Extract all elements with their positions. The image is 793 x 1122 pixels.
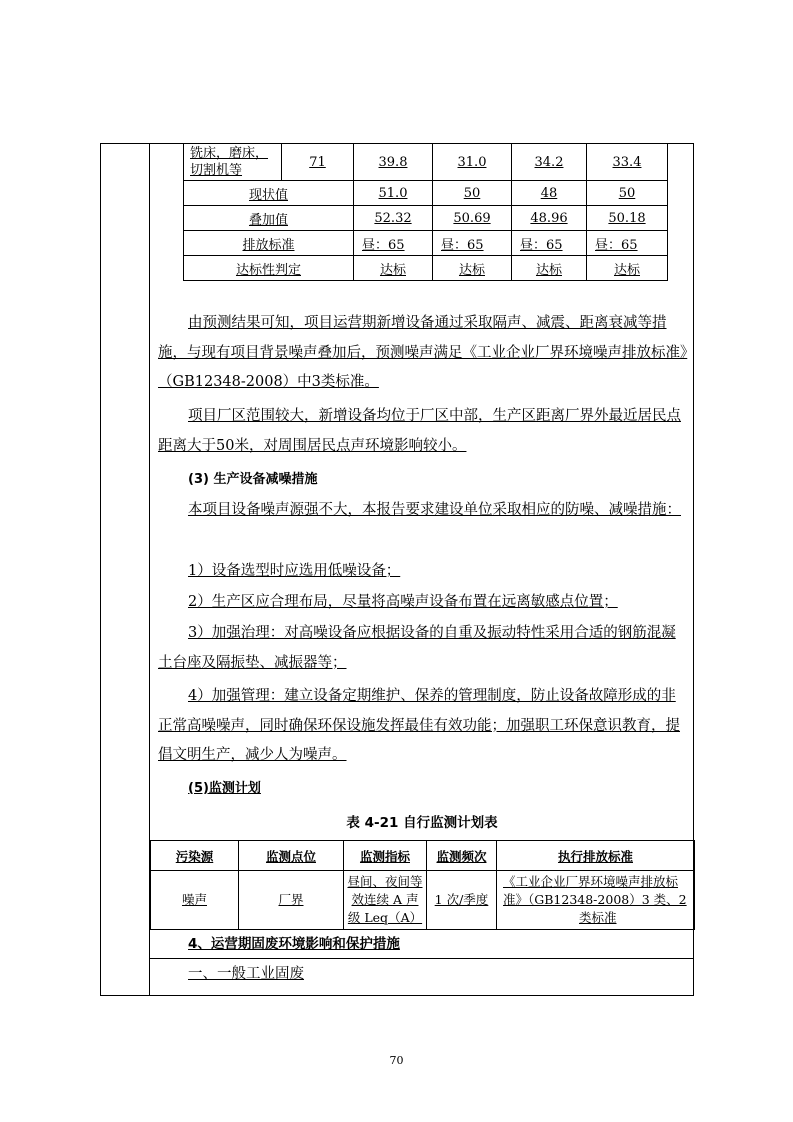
point-4-cell: 50.18	[587, 206, 668, 231]
header-source: 污染源	[151, 841, 239, 871]
monitoring-plan-table	[150, 840, 695, 930]
point-1-cell: 昼：65	[354, 231, 433, 256]
header-location: 监测点位	[239, 841, 344, 871]
noise-prediction-table	[183, 143, 668, 281]
point-1-cell: 52.32	[354, 206, 433, 231]
source-cell: 噪声	[151, 871, 239, 930]
indicator-line-2: 效连续 A 声	[351, 892, 419, 907]
point-3-cell: 达标	[512, 256, 587, 281]
point-1-cell: 达标	[354, 256, 433, 281]
point-2-cell: 50.69	[433, 206, 512, 231]
row-label: 达标性判定	[184, 256, 354, 281]
section-4-divider	[150, 958, 694, 959]
location-cell: 厂界	[239, 871, 344, 930]
point-3-cell: 34.2	[512, 144, 587, 181]
indicator-line-3: 级 Leq（A）	[347, 910, 423, 925]
frequency-cell: 1 次/季度	[427, 871, 497, 930]
table-row	[184, 181, 668, 206]
point-4-cell: 33.4	[587, 144, 668, 181]
section-4-heading: 4、运营期固废环境影响和保护措施	[188, 936, 400, 952]
indicator-line-1: 昼间、夜间等	[347, 874, 423, 889]
row-label: 现状值	[184, 181, 354, 206]
point-3-cell: 48.96	[512, 206, 587, 231]
point-1-cell: 39.8	[354, 144, 433, 181]
monitoring-plan-heading: (5)监测计划	[188, 781, 261, 796]
point-3-cell: 昼：65	[512, 231, 587, 256]
point-2-cell: 昼：65	[433, 231, 512, 256]
section-4-subheading: 一、一般工业固废	[188, 966, 304, 982]
point-4-cell: 达标	[587, 256, 668, 281]
point-1-cell: 51.0	[354, 181, 433, 206]
standard-line-2: 准》（GB12348-2008）3 类、2	[503, 892, 687, 907]
row-label: 排放标准	[184, 231, 354, 256]
point-4-cell: 昼：65	[587, 231, 668, 256]
indicator-cell	[344, 871, 427, 930]
table-row	[151, 871, 695, 930]
point-4-cell: 50	[587, 181, 668, 206]
monitoring-table-title: 表 4-21 自行监测计划表	[346, 815, 498, 831]
measure-1: 1）设备选型时应选用低噪设备；	[188, 563, 401, 579]
standard-line-3: 类标准	[579, 910, 617, 925]
page-number: 70	[389, 1054, 404, 1067]
noise-source-cell	[184, 144, 282, 181]
header-indicator: 监测指标	[344, 841, 427, 871]
row-label: 叠加值	[184, 206, 354, 231]
point-2-cell: 50	[433, 181, 512, 206]
source-line-2: 切割机等	[190, 163, 243, 178]
header-standard: 执行排放标准	[497, 841, 695, 871]
point-2-cell: 达标	[433, 256, 512, 281]
prediction-conclusion-paragraph: 由预测结果可知，项目运营期新增设备通过采取隔声、减震、距离衰减等措施，与现有项目背景噪声叠加后，预测噪声满足《工业企业厂界环境噪声排放标准》（GB12348-2008）中3类标准。	[158, 315, 688, 390]
table-row	[184, 144, 668, 181]
distance-paragraph: 项目厂区范围较大，新增设备均位于厂区中部，生产区距离厂界外最近居民点距离大于50米，对周围居民点声环境影响较小。	[158, 408, 681, 454]
standard-line-1: 《工业企业厂界环境噪声排放标	[503, 874, 679, 889]
measures-intro-paragraph: 本项目设备噪声源强不大，本报告要求建设单位采取相应的防噪、减噪措施：	[188, 502, 681, 518]
noise-reduction-heading: (3) 生产设备减噪措施	[188, 472, 318, 487]
source-line-1: 铣床，磨床，	[190, 146, 269, 161]
table-header-row	[151, 841, 695, 871]
table-row	[184, 256, 668, 281]
point-2-cell: 31.0	[433, 144, 512, 181]
source-level-cell: 71	[282, 144, 354, 181]
header-frequency: 监测频次	[427, 841, 497, 871]
standard-cell	[497, 871, 695, 930]
measure-3: 3）加强治理：对高噪设备应根据设备的自重及振动特性采用合适的钢筋混凝土台座及隔振垫、减振器等；	[158, 625, 676, 671]
point-3-cell: 48	[512, 181, 587, 206]
table-row	[184, 231, 668, 256]
table-row	[184, 206, 668, 231]
measure-2: 2）生产区应合理布局，尽量将高噪声设备布置在远离敏感点位置；	[188, 594, 618, 610]
measure-4: 4）加强管理：建立设备定期维护、保养的管理制度，防止设备故障形成的非正常高噪噪声，同时确保环保设施发挥最佳有效功能；加强职工环保意识教育，提倡文明生产，减少人为噪声。	[158, 688, 680, 763]
